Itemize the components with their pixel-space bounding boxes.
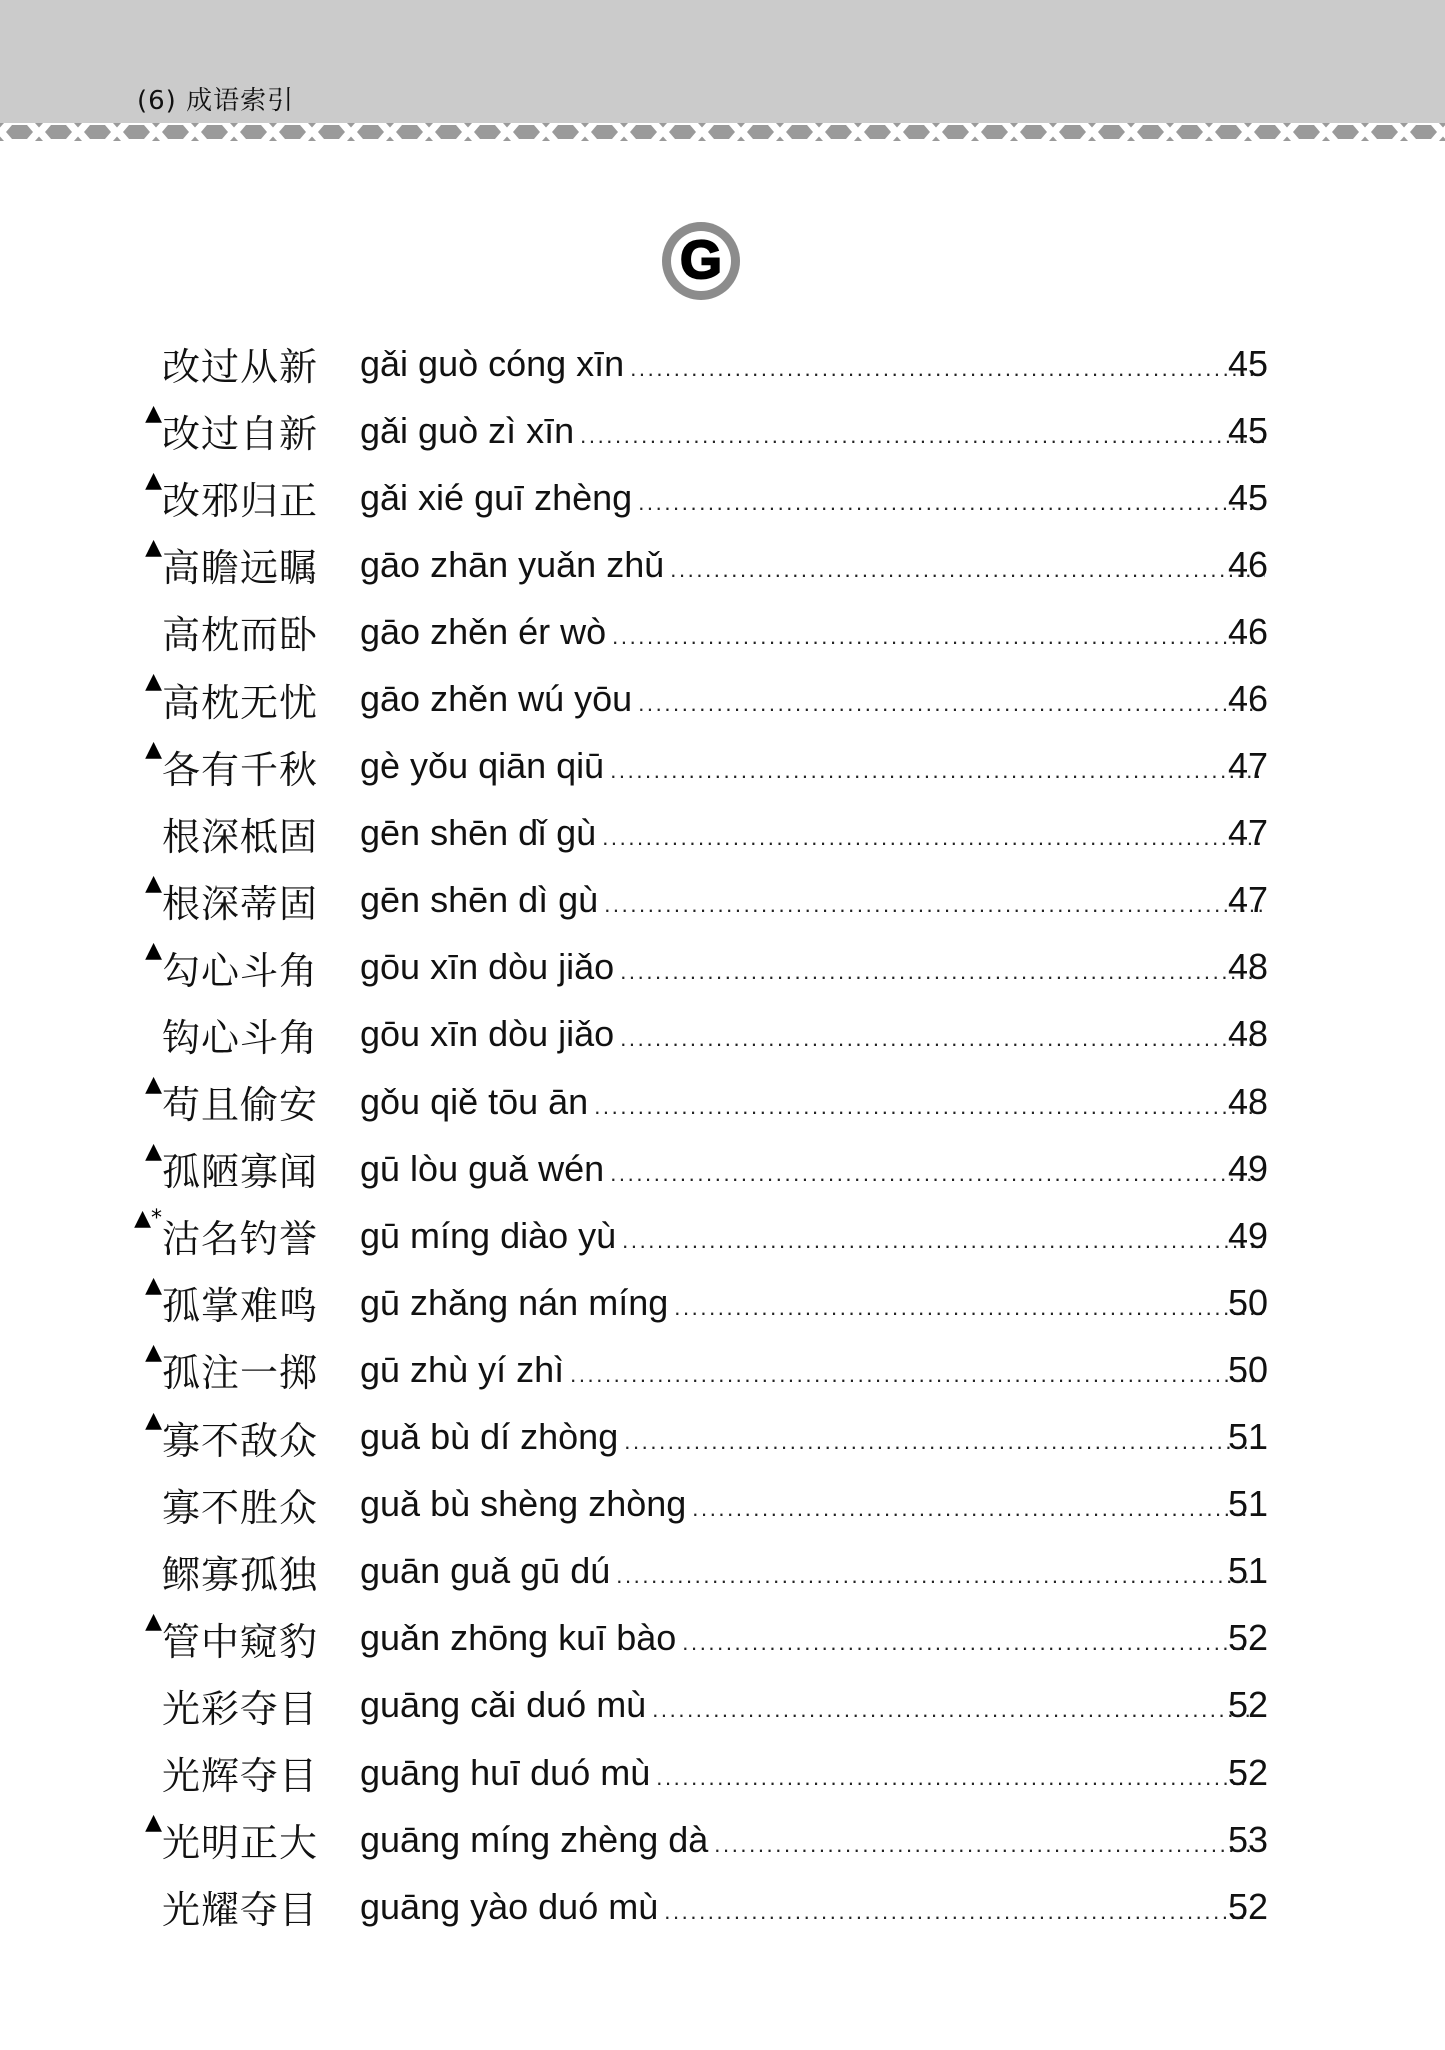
entry-marker: ▲* — [134, 1206, 162, 1232]
index-entry[interactable] — [0, 1538, 1445, 1605]
index-entry[interactable] — [0, 665, 1445, 732]
page-number[interactable]: 48 — [1227, 946, 1268, 988]
pinyin-text: gū míng diào yù — [360, 1214, 617, 1256]
index-entry[interactable] — [0, 1471, 1445, 1538]
pinyin-text: guāng cǎi duó mù — [360, 1684, 647, 1726]
dot-leader — [612, 624, 1265, 650]
index-entry[interactable] — [0, 1135, 1445, 1202]
page-number[interactable]: 45 — [1227, 342, 1268, 384]
entry-marker: ▲ — [145, 1273, 162, 1299]
index-entry[interactable] — [0, 330, 1445, 397]
idiom-text: 改过从新 — [162, 345, 319, 390]
pinyin-text: gēn shēn dǐ gù — [360, 812, 597, 854]
dot-leader — [594, 1094, 1265, 1120]
pinyin-line — [360, 1483, 1265, 1525]
index-entry[interactable] — [0, 1336, 1445, 1403]
page-number[interactable]: 53 — [1227, 1818, 1268, 1860]
dot-leader — [610, 758, 1265, 784]
dot-leader — [610, 1161, 1265, 1187]
section-letter: G — [679, 230, 722, 290]
idiom-text: 光耀夺目 — [162, 1888, 319, 1933]
dot-leader — [620, 1026, 1265, 1052]
pinyin-text: gè yǒu qiān qiū — [360, 745, 605, 787]
pinyin-line — [360, 1081, 1265, 1123]
pinyin-text: gāo zhān yuǎn zhǔ — [360, 543, 665, 585]
pinyin-text: gǎi xié guī zhèng — [360, 476, 633, 518]
page-number[interactable]: 49 — [1227, 1214, 1268, 1256]
page-number[interactable]: 45 — [1227, 409, 1268, 451]
dot-leader — [664, 1899, 1265, 1925]
idiom-text: 高枕而卧 — [162, 613, 319, 658]
entry-marker: ▲ — [145, 468, 162, 494]
idiom-text: 改邪归正 — [162, 479, 319, 524]
entry-marker: ▲ — [145, 401, 162, 427]
dot-leader — [602, 825, 1265, 851]
pinyin-line — [360, 1819, 1265, 1861]
dot-leader — [616, 1563, 1265, 1589]
decorative-border — [0, 123, 1445, 141]
index-entry[interactable] — [0, 1605, 1445, 1672]
pinyin-line — [360, 1684, 1265, 1726]
index-entry[interactable] — [0, 934, 1445, 1001]
page-number[interactable]: 47 — [1227, 879, 1268, 921]
idiom-text: 光辉夺目 — [162, 1754, 319, 1799]
index-entry[interactable] — [0, 598, 1445, 665]
dot-leader — [620, 959, 1265, 985]
page-number[interactable]: 52 — [1227, 1684, 1268, 1726]
page-number[interactable]: 46 — [1227, 678, 1268, 720]
page-number[interactable]: 50 — [1227, 1281, 1268, 1323]
idiom-text: 根深柢固 — [162, 814, 319, 859]
pinyin-text: guāng huī duó mù — [360, 1751, 651, 1793]
index-entry[interactable] — [0, 1068, 1445, 1135]
pinyin-line — [360, 678, 1265, 720]
entry-marker: ▲ — [145, 1072, 162, 1098]
dot-leader — [692, 1496, 1265, 1522]
idiom-text: 光彩夺目 — [162, 1686, 319, 1731]
dot-leader — [682, 1630, 1265, 1656]
page-number[interactable]: 50 — [1227, 1348, 1268, 1390]
pinyin-line — [360, 1215, 1265, 1257]
idiom-index-list — [0, 330, 1445, 1940]
dot-leader — [652, 1697, 1265, 1723]
entry-marker: ▲ — [145, 1340, 162, 1366]
badge-inner-circle — [671, 231, 731, 291]
pinyin-text: gǎi guò zì xīn — [360, 409, 575, 451]
page-number[interactable]: 48 — [1227, 1013, 1268, 1055]
pinyin-line — [360, 1550, 1265, 1592]
pinyin-line — [360, 544, 1265, 586]
entry-marker: ▲ — [145, 736, 162, 762]
page-number[interactable]: 48 — [1227, 1080, 1268, 1122]
index-entry[interactable] — [0, 800, 1445, 867]
pinyin-text: gōu xīn dòu jiǎo — [360, 946, 615, 988]
dot-leader — [580, 423, 1265, 449]
pinyin-text: gū zhǎng nán míng — [360, 1281, 669, 1323]
idiom-text: 孤陋寡闻 — [162, 1150, 319, 1195]
page-number[interactable]: 45 — [1227, 476, 1268, 518]
index-entry[interactable] — [0, 1672, 1445, 1739]
index-entry[interactable] — [0, 1806, 1445, 1873]
pinyin-text: gǒu qiě tōu ān — [360, 1080, 589, 1122]
idiom-text: 寡不胜众 — [162, 1485, 319, 1530]
entry-marker: ▲ — [145, 669, 162, 695]
index-entry[interactable] — [0, 733, 1445, 800]
pinyin-text: guǎ bù shèng zhòng — [360, 1483, 687, 1525]
pinyin-line — [360, 1282, 1265, 1324]
pinyin-text: guǎn zhōng kuī bào — [360, 1617, 677, 1659]
idiom-text: 改过自新 — [162, 412, 319, 457]
pinyin-text: gū zhù yí zhì — [360, 1348, 565, 1390]
page-number[interactable]: 51 — [1227, 1550, 1268, 1592]
page-number[interactable]: 47 — [1227, 745, 1268, 787]
page-header — [0, 0, 1445, 123]
dot-leader — [670, 557, 1265, 583]
idiom-text: 钩心斗角 — [162, 1015, 319, 1060]
dot-leader — [674, 1295, 1265, 1321]
pinyin-line — [360, 477, 1265, 519]
entry-marker: ▲ — [145, 1407, 162, 1433]
pinyin-line — [360, 745, 1265, 787]
idiom-text: 高瞻远瞩 — [162, 546, 319, 591]
index-entry[interactable] — [0, 1739, 1445, 1806]
dot-leader — [638, 490, 1265, 516]
entry-marker: ▲ — [145, 535, 162, 561]
index-entry[interactable] — [0, 1873, 1445, 1940]
index-entry[interactable] — [0, 1269, 1445, 1336]
page-number[interactable]: 51 — [1227, 1416, 1268, 1458]
pinyin-line — [360, 1013, 1265, 1055]
idiom-text: 各有千秋 — [162, 747, 319, 792]
index-entry[interactable] — [0, 464, 1445, 531]
pinyin-line — [360, 1752, 1265, 1794]
idiom-text: 孤注一掷 — [162, 1351, 319, 1396]
index-entry[interactable] — [0, 867, 1445, 934]
pinyin-line — [360, 1416, 1265, 1458]
page-number[interactable]: 46 — [1227, 610, 1268, 652]
index-entry[interactable] — [0, 531, 1445, 598]
idiom-text: 根深蒂固 — [162, 881, 319, 926]
dot-leader — [656, 1765, 1265, 1791]
dot-leader — [622, 1228, 1265, 1254]
page-header-title: (6) 成语索引 — [137, 86, 295, 116]
page-number[interactable]: 52 — [1227, 1617, 1268, 1659]
page-number[interactable]: 47 — [1227, 812, 1268, 854]
index-entry[interactable] — [0, 397, 1445, 464]
pinyin-text: gǎi guò cóng xīn — [360, 342, 625, 384]
pinyin-text: guāng yào duó mù — [360, 1885, 659, 1927]
pinyin-text: guān guǎ gū dú — [360, 1550, 611, 1592]
index-entry[interactable] — [0, 1404, 1445, 1471]
pinyin-line — [360, 410, 1265, 452]
dot-leader — [714, 1832, 1265, 1858]
idiom-text: 寡不敌众 — [162, 1418, 319, 1463]
idiom-text: 光明正大 — [162, 1821, 319, 1866]
pinyin-line — [360, 1617, 1265, 1659]
idiom-text: 高枕无忧 — [162, 680, 319, 725]
pinyin-text: guāng míng zhèng dà — [360, 1818, 709, 1860]
dot-leader — [570, 1362, 1265, 1388]
pinyin-text: guǎ bù dí zhòng — [360, 1416, 619, 1458]
entry-marker: ▲ — [145, 1139, 162, 1165]
pinyin-line — [360, 343, 1265, 385]
dot-leader — [624, 1429, 1265, 1455]
pinyin-text: gū lòu guǎ wén — [360, 1147, 605, 1189]
dot-leader — [638, 691, 1265, 717]
page-number[interactable]: 46 — [1227, 543, 1268, 585]
dot-leader — [604, 892, 1265, 918]
index-entry[interactable] — [0, 1001, 1445, 1068]
entry-marker: ▲ — [145, 1608, 162, 1634]
page-number[interactable]: 51 — [1227, 1483, 1268, 1525]
idiom-text: 孤掌难鸣 — [162, 1284, 319, 1329]
pinyin-text: gāo zhěn wú yōu — [360, 678, 633, 720]
idiom-text: 苟且偷安 — [162, 1083, 319, 1128]
idiom-text: 勾心斗角 — [162, 948, 319, 993]
pinyin-line — [360, 812, 1265, 854]
pinyin-line — [360, 1148, 1265, 1190]
idiom-text: 沽名钓誉 — [162, 1217, 319, 1262]
idiom-text: 管中窥豹 — [162, 1619, 319, 1664]
pinyin-line — [360, 611, 1265, 653]
pinyin-line — [360, 1349, 1265, 1391]
pinyin-line — [360, 879, 1265, 921]
section-letter-badge — [662, 222, 740, 300]
dot-leader — [630, 356, 1265, 382]
page-number[interactable]: 52 — [1227, 1751, 1268, 1793]
entry-marker: ▲ — [145, 1810, 162, 1836]
pinyin-line — [360, 946, 1265, 988]
entry-marker: ▲ — [145, 937, 162, 963]
page-number[interactable]: 52 — [1227, 1885, 1268, 1927]
entry-marker: ▲ — [145, 870, 162, 896]
pinyin-text: gāo zhěn ér wò — [360, 610, 607, 652]
pinyin-text: gōu xīn dòu jiǎo — [360, 1013, 615, 1055]
pinyin-text: gēn shēn dì gù — [360, 879, 599, 921]
index-entry[interactable] — [0, 1202, 1445, 1269]
idiom-text: 鳏寡孤独 — [162, 1552, 319, 1597]
page-number[interactable]: 49 — [1227, 1147, 1268, 1189]
pinyin-line — [360, 1886, 1265, 1928]
